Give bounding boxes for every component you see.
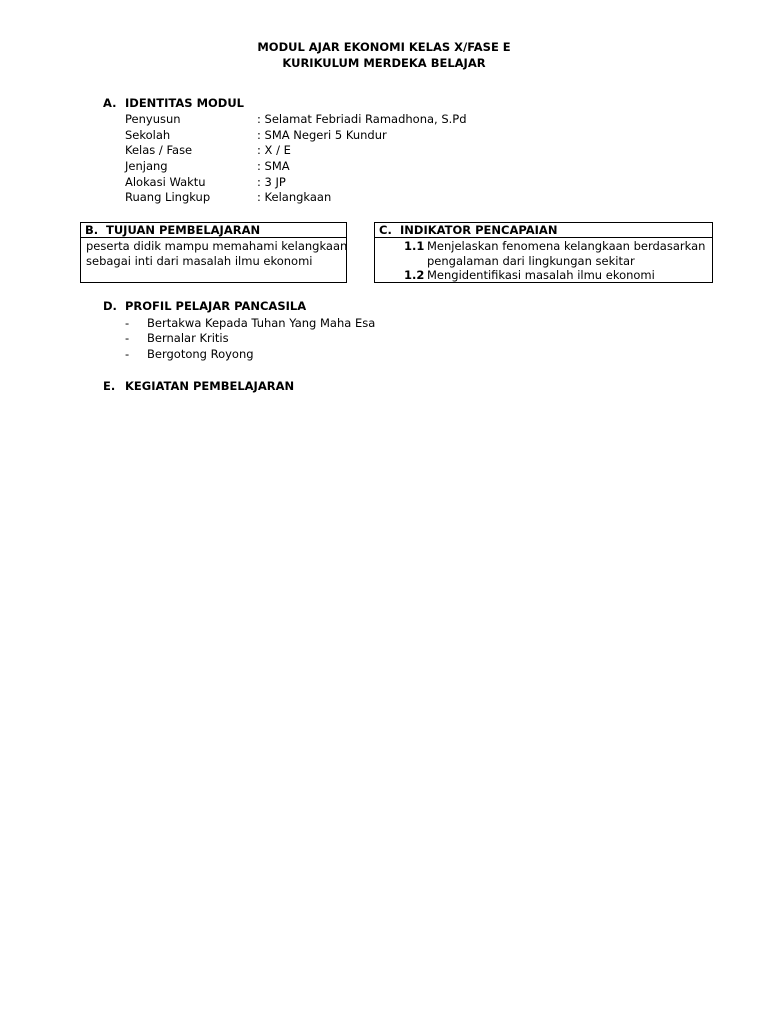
section-b-letter: B. — [85, 223, 99, 237]
identity-value-kelas: : X / E — [257, 143, 291, 157]
section-d-letter: D. — [103, 299, 117, 313]
identity-label-jenjang: Jenjang — [125, 159, 168, 173]
identity-value-alokasi: : 3 JP — [257, 175, 286, 189]
identity-label-kelas: Kelas / Fase — [125, 143, 193, 157]
indikator-num-2: 1.2 — [404, 268, 425, 282]
section-e-title: KEGIATAN PEMBELAJARAN — [125, 379, 295, 393]
section-d-title: PROFIL PELAJAR PANCASILA — [125, 299, 307, 313]
profil-bullet-2: - — [125, 331, 130, 345]
profil-item-2: Bernalar Kritis — [147, 331, 229, 345]
identity-label-alokasi: Alokasi Waktu — [125, 175, 206, 189]
identity-label-penyusun: Penyusun — [125, 112, 181, 126]
profil-bullet-1: - — [125, 316, 130, 330]
section-a-letter: A. — [103, 96, 117, 110]
identity-value-penyusun: : Selamat Febriadi Ramadhona, S.Pd — [257, 112, 467, 126]
indikator-header — [375, 223, 712, 238]
tujuan-box — [80, 222, 347, 283]
tujuan-header — [81, 223, 346, 238]
document-title: MODUL AJAR EKONOMI KELAS X/FASE E — [257, 40, 511, 54]
indikator-num-1: 1.1 — [404, 239, 425, 253]
indikator-text-2: Mengidentifikasi masalah ilmu ekonomi — [427, 268, 655, 282]
section-c-letter: C. — [379, 223, 392, 237]
indikator-box — [374, 222, 713, 283]
indikator-text-1: Menjelaskan fenomena kelangkaan berdasarkan — [427, 239, 706, 253]
section-c-title: INDIKATOR PENCAPAIAN — [400, 223, 558, 237]
identity-label-ruang: Ruang Lingkup — [125, 190, 211, 204]
indikator-text-1-cont: pengalaman dari lingkungan sekitar — [427, 254, 635, 268]
profil-item-3: Bergotong Royong — [147, 347, 254, 361]
identity-label-sekolah: Sekolah — [125, 128, 171, 142]
tujuan-line-2: sebagai inti dari masalah ilmu ekonomi — [86, 254, 313, 268]
tujuan-line-1: peserta didik mampu memahami kelangkaan — [86, 239, 348, 253]
section-a-title: IDENTITAS MODUL — [125, 96, 244, 110]
section-e-letter: E. — [103, 379, 116, 393]
identity-value-jenjang: : SMA — [257, 159, 290, 173]
identity-value-ruang: : Kelangkaan — [257, 190, 332, 204]
profil-item-1: Bertakwa Kepada Tuhan Yang Maha Esa — [147, 316, 376, 330]
document-subtitle: KURIKULUM MERDEKA BELAJAR — [282, 56, 486, 70]
profil-bullet-3: - — [125, 347, 130, 361]
section-b-title: TUJUAN PEMBELAJARAN — [106, 223, 261, 237]
identity-value-sekolah: : SMA Negeri 5 Kundur — [257, 128, 387, 142]
